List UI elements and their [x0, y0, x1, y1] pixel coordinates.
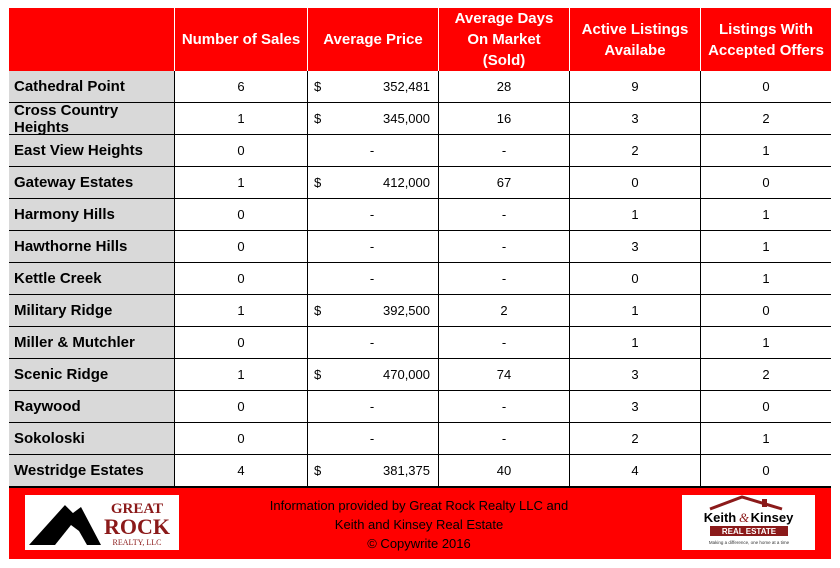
cell-accepted-offers: 1 [701, 263, 831, 294]
svg-text:&: & [738, 510, 750, 525]
row-name: Gateway Estates [9, 167, 174, 198]
price-value: - [369, 271, 375, 286]
currency-symbol: $ [314, 303, 322, 318]
cell-sales: 0 [175, 423, 307, 454]
footer-info-text [209, 496, 629, 553]
svg-text:REAL ESTATE: REAL ESTATE [721, 527, 777, 536]
svg-text:GREAT: GREAT [110, 501, 164, 517]
cell-avg-price [308, 135, 438, 166]
svg-text:REALTY, LLC: REALTY, LLC [112, 538, 162, 547]
header-accepted-offers: Listings With Accepted Offers [700, 8, 831, 71]
cell-accepted-offers: 2 [701, 103, 831, 134]
table-row [9, 135, 831, 166]
cell-avg-price [308, 71, 438, 102]
cell-active-listings: 3 [570, 359, 700, 390]
price-value: 352,481 [383, 79, 430, 94]
cell-sales: 1 [175, 103, 307, 134]
row-name: Harmony Hills [9, 199, 174, 230]
cell-avg-days: - [439, 231, 569, 262]
cell-active-listings: 1 [570, 199, 700, 230]
keith-kinsey-logo [682, 495, 815, 550]
header-sales: Number of Sales [174, 8, 307, 71]
cell-active-listings: 4 [570, 455, 700, 486]
cell-active-listings: 3 [570, 231, 700, 262]
cell-avg-price [308, 423, 438, 454]
header-active-listings: Active Listings Availabe [569, 8, 700, 71]
cell-avg-price [308, 167, 438, 198]
cell-active-listings: 2 [570, 423, 700, 454]
row-name: East View Heights [9, 135, 174, 166]
cell-accepted-offers: 1 [701, 423, 831, 454]
table-row [9, 167, 831, 198]
mountain-icon [25, 495, 179, 550]
cell-accepted-offers: 0 [701, 71, 831, 102]
cell-sales: 0 [175, 199, 307, 230]
row-name: Military Ridge [9, 295, 174, 326]
row-name: Westridge Estates [9, 455, 174, 486]
currency-symbol: $ [314, 79, 322, 94]
cell-avg-price [308, 103, 438, 134]
table-row [9, 455, 831, 486]
footer-line-1: Information provided by Great Rock Realty LLC and [269, 498, 569, 513]
price-value: 412,000 [383, 175, 430, 190]
cell-active-listings: 1 [570, 295, 700, 326]
price-value: 392,500 [383, 303, 430, 318]
market-table [9, 8, 831, 559]
cell-avg-days: - [439, 423, 569, 454]
cell-avg-price [308, 231, 438, 262]
cell-accepted-offers: 0 [701, 455, 831, 486]
table-row [9, 199, 831, 230]
header-avg-days: Average Days On Market (Sold) [438, 8, 569, 71]
cell-sales: 6 [175, 71, 307, 102]
cell-avg-days: - [439, 327, 569, 358]
cell-sales: 4 [175, 455, 307, 486]
table-row [9, 391, 831, 422]
svg-text:ROCK: ROCK [104, 514, 170, 539]
currency-symbol: $ [314, 367, 322, 382]
price-value: - [369, 431, 375, 446]
price-value: 470,000 [383, 367, 430, 382]
cell-avg-days: - [439, 199, 569, 230]
currency-symbol: $ [314, 111, 322, 126]
table-row [9, 71, 831, 102]
table-row [9, 231, 831, 262]
cell-avg-price [308, 199, 438, 230]
cell-avg-days: 16 [439, 103, 569, 134]
table-footer [9, 488, 831, 559]
cell-active-listings: 9 [570, 71, 700, 102]
cell-sales: 0 [175, 391, 307, 422]
house-roof-icon [682, 495, 815, 550]
table-row [9, 423, 831, 454]
table-row [9, 263, 831, 294]
cell-sales: 1 [175, 167, 307, 198]
svg-text:Keith: Keith [703, 510, 737, 525]
cell-avg-days: 28 [439, 71, 569, 102]
row-name: Scenic Ridge [9, 359, 174, 390]
cell-avg-price [308, 295, 438, 326]
cell-sales: 0 [175, 263, 307, 294]
cell-avg-days: 40 [439, 455, 569, 486]
cell-avg-days: - [439, 391, 569, 422]
cell-avg-days: 67 [439, 167, 569, 198]
cell-accepted-offers: 1 [701, 199, 831, 230]
cell-active-listings: 2 [570, 135, 700, 166]
price-value: - [369, 335, 375, 350]
table-row [9, 327, 831, 358]
table-row [9, 103, 831, 134]
price-value: - [369, 143, 375, 158]
cell-active-listings: 3 [570, 103, 700, 134]
cell-active-listings: 0 [570, 167, 700, 198]
cell-avg-days: - [439, 263, 569, 294]
row-name: Raywood [9, 391, 174, 422]
cell-avg-price [308, 359, 438, 390]
cell-avg-price [308, 263, 438, 294]
price-value: - [369, 399, 375, 414]
cell-sales: 1 [175, 295, 307, 326]
price-value: - [369, 207, 375, 222]
cell-accepted-offers: 0 [701, 391, 831, 422]
cell-accepted-offers: 2 [701, 359, 831, 390]
row-name: Hawthorne Hills [9, 231, 174, 262]
great-rock-logo [25, 495, 179, 550]
row-name: Kettle Creek [9, 263, 174, 294]
price-value: - [369, 239, 375, 254]
cell-accepted-offers: 0 [701, 295, 831, 326]
cell-sales: 0 [175, 327, 307, 358]
footer-copyright: © Copywrite 2016 [367, 536, 471, 551]
svg-text:Kinsey: Kinsey [750, 510, 794, 525]
cell-accepted-offers: 1 [701, 231, 831, 262]
table-row [9, 295, 831, 326]
table-header [9, 8, 831, 71]
header-corner [9, 8, 174, 71]
svg-text:Making a difference, one home: Making a difference, one home at a time [708, 540, 790, 545]
price-value: 381,375 [383, 463, 430, 478]
row-name: Miller & Mutchler [9, 327, 174, 358]
cell-active-listings: 3 [570, 391, 700, 422]
row-name: Cross Country Heights [9, 103, 174, 134]
cell-avg-days: 2 [439, 295, 569, 326]
price-value: 345,000 [383, 111, 430, 126]
cell-sales: 0 [175, 135, 307, 166]
row-name: Sokoloski [9, 423, 174, 454]
cell-accepted-offers: 1 [701, 135, 831, 166]
header-avg-price: Average Price [307, 8, 438, 71]
cell-avg-price [308, 455, 438, 486]
cell-active-listings: 1 [570, 327, 700, 358]
row-name: Cathedral Point [9, 71, 174, 102]
cell-accepted-offers: 1 [701, 327, 831, 358]
table-row [9, 359, 831, 390]
currency-symbol: $ [314, 175, 322, 190]
cell-accepted-offers: 0 [701, 167, 831, 198]
cell-avg-price [308, 327, 438, 358]
cell-avg-days: - [439, 135, 569, 166]
cell-active-listings: 0 [570, 263, 700, 294]
cell-sales: 1 [175, 359, 307, 390]
footer-line-2: Keith and Kinsey Real Estate [334, 517, 504, 532]
currency-symbol: $ [314, 463, 322, 478]
cell-avg-days: 74 [439, 359, 569, 390]
cell-sales: 0 [175, 231, 307, 262]
cell-avg-price [308, 391, 438, 422]
